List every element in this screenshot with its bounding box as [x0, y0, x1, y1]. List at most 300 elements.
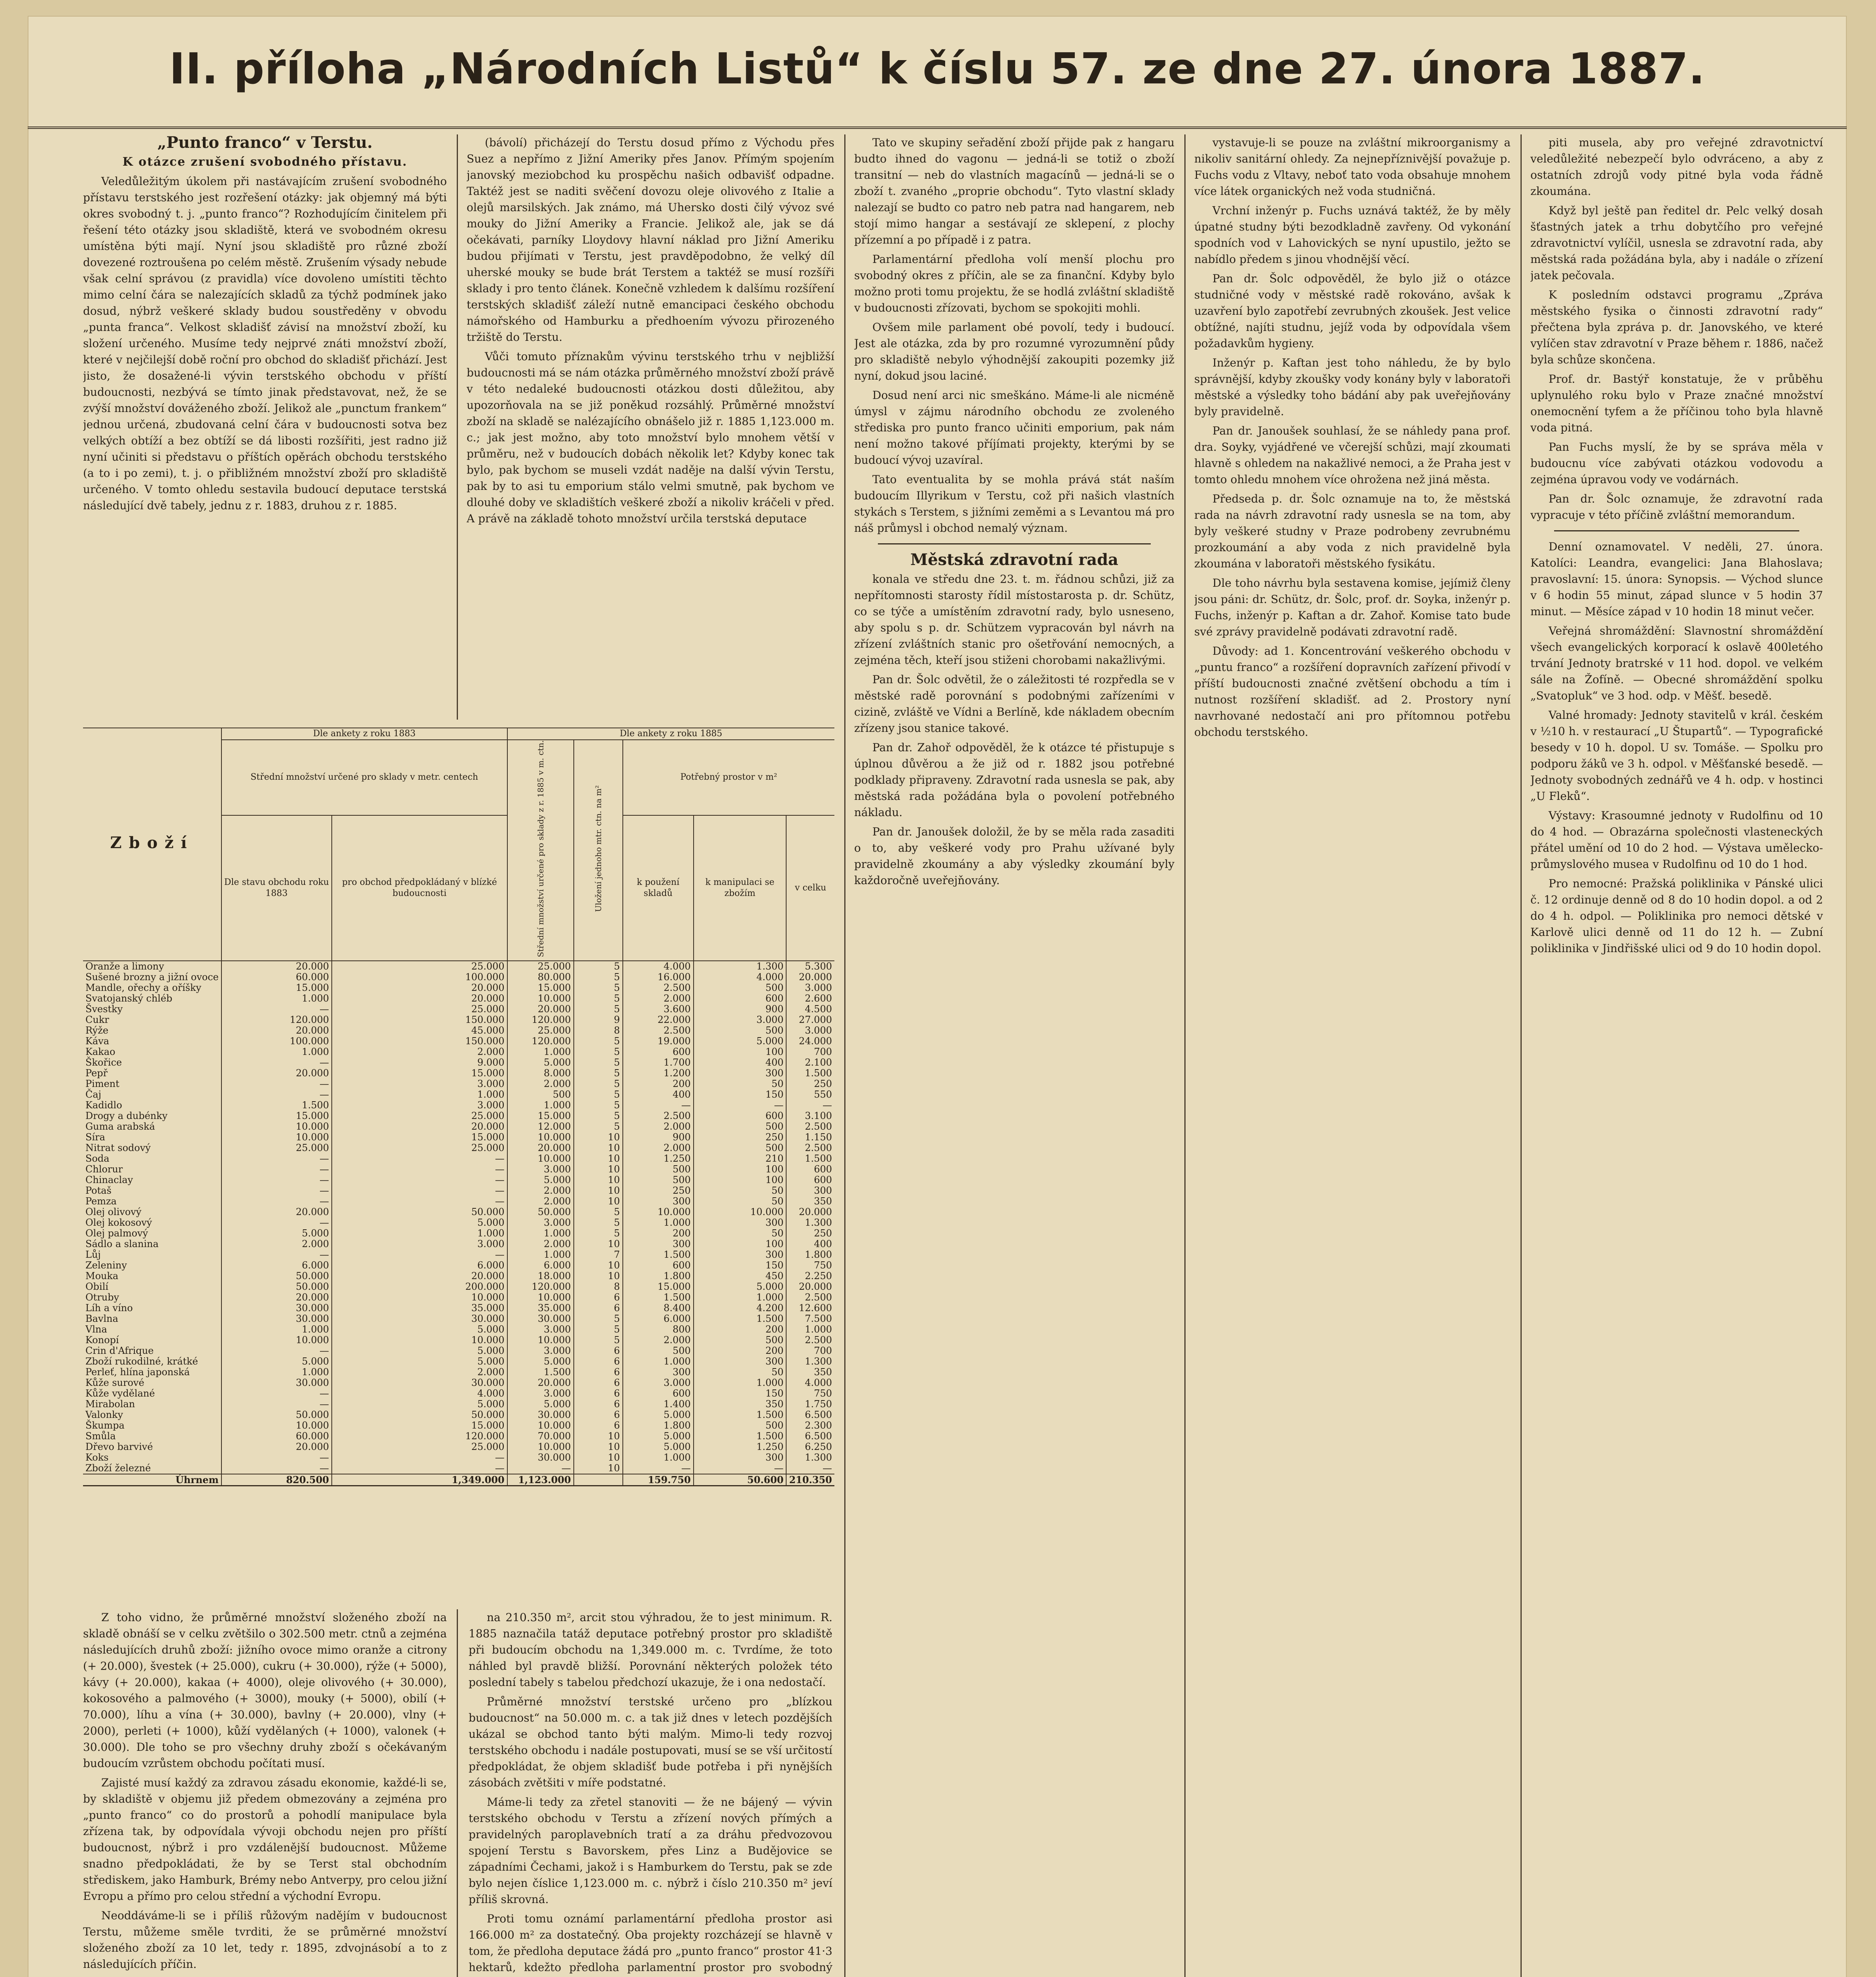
table-row [83, 1346, 834, 1356]
table-cell: — [332, 1452, 507, 1463]
table-cell: 2.000 [332, 1047, 507, 1057]
goods-name: Rýže [85, 1024, 109, 1036]
goods-name: Síra [85, 1131, 105, 1143]
table-cell: 1.500 [786, 1068, 834, 1079]
table-cell: 25.000 [332, 1143, 507, 1153]
table-cell: 3.000 [507, 1324, 574, 1335]
table-cell: 2.500 [786, 1143, 834, 1153]
table-row [83, 1004, 834, 1015]
table-cell: 2.500 [623, 983, 694, 993]
table-cell: 500 [623, 1164, 694, 1175]
goods-name: Koks [85, 1452, 109, 1463]
table-cell: 20.000 [507, 1378, 574, 1388]
total-cell: 50.600 [694, 1474, 787, 1486]
table-cell: 600 [694, 1111, 787, 1121]
table-cell: 400 [786, 1239, 834, 1249]
table-cell: 300 [623, 1367, 694, 1378]
table-cell: 1.700 [623, 1057, 694, 1068]
table-cell: 1.250 [694, 1442, 787, 1452]
table-cell: 10 [574, 1442, 623, 1452]
table-cell: 600 [623, 1388, 694, 1399]
paragraph: Ovšem mile parlament obé povolí, tedy i budoucí. Jest ale otázka, zda by pro rozumné vyrozumnění půdy pro skladiště nebylo výhodnější zakoupiti pozemky již nyní, dokud jsou laciné. [854, 321, 1174, 382]
goods-name: Pemza [85, 1195, 117, 1207]
table-cell: 700 [786, 1047, 834, 1057]
table-cell: 20.000 [332, 1121, 507, 1132]
paragraph: Dosud není arci nic smeškáno. Máme-li ale nicméně úmysl v zájmu národního obchodu ze zvoleného střediska pro punto franco učiniti emporium, pak nám není možno takové příjímati projekty, kterými by se budoucí vývoj uzavíral. [854, 389, 1174, 467]
table-cell: 15.000 [623, 1281, 694, 1292]
table-cell: 200.000 [332, 1281, 507, 1292]
table-cell: 500 [694, 1420, 787, 1431]
table-cell: 1.500 [694, 1410, 787, 1420]
table-cell: 3.000 [332, 1239, 507, 1249]
daily-notice: Denní oznamovatel. V neděli, 27. února. Katolíci: Leandra, evangelici: Jana Blahoslava; pravoslavní: 15. února: Synopsis. — Východ slunce v 6 hodin 55 minut, západ slunce v 5 hodin 37 minut. — Měsíce západ v 10 hodin 18 minut večer. [1530, 540, 1823, 618]
goods-name: Chlorur [85, 1163, 123, 1175]
header-pro-obchod: pro obchod předpokládaný v blízké budoucnosti [332, 815, 507, 961]
table-cell: 250 [786, 1228, 834, 1239]
column-rule [1184, 134, 1186, 1977]
table-cell: 1.800 [786, 1249, 834, 1260]
table-row [83, 1015, 834, 1025]
goods-name: Zboží železné [85, 1462, 151, 1474]
table-cell: 150 [694, 1388, 787, 1399]
article-heading-zdravotni-rada: Městská zdravotní rada [910, 550, 1118, 569]
paragraph: Průměrné množství terstské určeno pro „blízkou budoucnost“ na 50.000 m. c. a tak již dnes v letech pozdějších ukázal se obchod tanto býti malým. Mimo-li tedy rozvoj terstského obchodu i nadále postupovati, musí se se vší určitostí předpokládat, že objem skladišť bude potřeba i při nynějších zásobách zvětšiti v míře podstatné. [469, 1695, 832, 1789]
table-cell: 10.000 [507, 1153, 574, 1164]
table-cell: — [332, 1463, 507, 1474]
table-cell: 1.500 [786, 1153, 834, 1164]
table-cell: 700 [786, 1346, 834, 1356]
goods-name: Konopí [85, 1334, 119, 1346]
goods-name: Smůla [85, 1430, 116, 1442]
table-cell: — [332, 1164, 507, 1175]
goods-name: Nitrat sodový [85, 1142, 151, 1153]
table-cell: 50 [694, 1185, 787, 1196]
table-cell: 5.000 [623, 1442, 694, 1452]
table-cell: 1.300 [786, 1356, 834, 1367]
table-cell: 30.000 [221, 1314, 332, 1324]
table-row [83, 1025, 834, 1036]
table-row [83, 1196, 834, 1207]
goods-name: Sušené brozny a jižní ovoce [85, 971, 219, 983]
table-cell: 24.000 [786, 1036, 834, 1047]
table-cell: 750 [786, 1260, 834, 1271]
table-cell: — [221, 1057, 332, 1068]
table-cell: 60.000 [221, 972, 332, 983]
table-cell: 10 [574, 1239, 623, 1249]
table-cell: 1.000 [332, 1228, 507, 1239]
table-cell: 1.200 [623, 1068, 694, 1079]
table-cell: 1.750 [786, 1399, 834, 1410]
table-cell: 4.000 [694, 972, 787, 983]
table-cell: 10 [574, 1143, 623, 1153]
table-cell: 120.000 [507, 1015, 574, 1025]
table-cell: 3.000 [786, 983, 834, 993]
table-row [83, 1314, 834, 1324]
table-cell: 20.000 [786, 972, 834, 983]
paragraph: Když byl ještě pan ředitel dr. Pelc velký dosah šťastných jatek a trhu dobytčího pro veřejné zdravotnictví vylíčil, usnesla se zdravotní rada, aby městská rada požádána byla, aby i nadále o zřízení jatek pečovala. [1530, 204, 1823, 282]
table-cell: 500 [694, 1025, 787, 1036]
table-cell: 50.000 [221, 1410, 332, 1420]
table-cell: 20.000 [221, 1292, 332, 1303]
exhibitions: Výstavy: Krasoumné jednoty v Rudolfinu od 10 do 4 hod. — Obrazárna společnosti vlasteneckých přátel umění od 10 do 2 hod. — Výstava umělecko-průmyslového musea v Rudolfinu od 10 do 1 hod. [1530, 809, 1823, 871]
table-cell: — [332, 1175, 507, 1185]
goods-name: Zeleniny [85, 1259, 127, 1271]
table-cell: 8 [574, 1281, 623, 1292]
table-cell: — [786, 1100, 834, 1111]
table-cell: 20.000 [786, 1207, 834, 1217]
table-cell: 6 [574, 1356, 623, 1367]
table-cell: 5.000 [694, 1281, 787, 1292]
table-cell: 500 [623, 1175, 694, 1185]
separator [878, 543, 1151, 544]
table-row [83, 1431, 834, 1442]
header-1885: Dle ankety z roku 1885 [507, 728, 834, 740]
table-cell: 30.000 [332, 1378, 507, 1388]
table-cell: 25.000 [507, 1025, 574, 1036]
table-cell: — [332, 1185, 507, 1196]
table-cell: 5 [574, 983, 623, 993]
table-cell: 150.000 [332, 1036, 507, 1047]
table-cell: 20.000 [221, 1025, 332, 1036]
table-cell: 1.000 [507, 1249, 574, 1260]
header-k-manipulaci: k manipulaci se zbožím [694, 815, 787, 961]
goods-name: Valonky [85, 1409, 123, 1420]
table-cell: 5 [574, 1228, 623, 1239]
table-cell: 100 [694, 1047, 787, 1057]
table-cell: 350 [694, 1399, 787, 1410]
table-cell: 30.000 [332, 1314, 507, 1324]
table-row [83, 993, 834, 1004]
below-table-right [469, 1609, 832, 1977]
table-cell: 20.000 [507, 1143, 574, 1153]
table-cell: 1.000 [332, 1089, 507, 1100]
paragraph [83, 1975, 447, 1977]
paragraph: Pan dr. Zahoř odpověděl, že k otázce té přistupuje s úplnou důvěrou a že již od r. 1882 jsou potřebné podklady připraveny. Zdravotní rada usnesla se pak, aby městská rada požádána byla o povolení potřebného nákladu. [854, 741, 1174, 819]
table-row [83, 1207, 834, 1217]
table-cell: 70.000 [507, 1431, 574, 1442]
goods-name: Mirabolan [85, 1398, 135, 1410]
table-cell: 10 [574, 1164, 623, 1175]
table-cell: 35.000 [332, 1303, 507, 1314]
paragraph: Tato eventualita by se mohla prává stát naším budoucím Illyrikum v Terstu, což při našich vlastních stykách s Terstem, s jižními zeměmi a s Levantou má pro náš průmysl i obchod nemalý význam. [854, 473, 1174, 535]
goods-name: Zboží rukodilné, krátké [85, 1355, 198, 1367]
table-cell: 35.000 [507, 1303, 574, 1314]
table-cell: 2.000 [507, 1239, 574, 1249]
table-cell: 7 [574, 1249, 623, 1260]
table-cell: 300 [694, 1217, 787, 1228]
table-cell: 3.000 [507, 1388, 574, 1399]
table-cell: 3.100 [786, 1111, 834, 1121]
table-cell: 15.000 [332, 1420, 507, 1431]
table-cell: 1.000 [221, 1324, 332, 1335]
table-cell: 20.000 [332, 993, 507, 1004]
table-row [83, 1324, 834, 1335]
table-cell: 500 [694, 983, 787, 993]
paragraph: vystavuje-li se pouze na zvláštní mikroorganismy a nikoliv sanitární ohledy. Za nejnepříznivější považuje p. Fuchs vodu z Vltavy, neboť tato voda obsahuje mnohem více látek organických než voda studničná. [1194, 136, 1511, 198]
table-cell: — [221, 1089, 332, 1100]
table-cell: 6 [574, 1346, 623, 1356]
table-cell: — [221, 1079, 332, 1089]
table-cell: 5.000 [221, 1228, 332, 1239]
table-cell: 5 [574, 1068, 623, 1079]
table-cell: 1.000 [623, 1356, 694, 1367]
table-row [83, 1153, 834, 1164]
table-cell: — [221, 1217, 332, 1228]
table-cell: 1.000 [507, 1100, 574, 1111]
table-cell: 50.000 [332, 1410, 507, 1420]
table-cell: 3.000 [507, 1217, 574, 1228]
table-cell: 1.300 [786, 1452, 834, 1463]
table-cell: 10.000 [507, 1132, 574, 1143]
table-cell: 150.000 [332, 1015, 507, 1025]
newspaper-page [28, 16, 1847, 1977]
table-cell: 10.000 [507, 1442, 574, 1452]
table-row [83, 961, 834, 972]
table-cell: 5 [574, 972, 623, 983]
table-row [83, 1410, 834, 1420]
table-cell: 200 [623, 1079, 694, 1089]
table-cell: 10 [574, 1196, 623, 1207]
table-cell: 250 [694, 1132, 787, 1143]
goods-name: Škořice [85, 1057, 122, 1068]
column-5 [1530, 134, 1823, 1977]
goods-name: Potaš [85, 1185, 112, 1196]
goods-name: Mandle, ořechy a oříšky [85, 982, 202, 993]
table-row [83, 1089, 834, 1100]
table-cell: 10.000 [332, 1335, 507, 1346]
paragraph: K posledním odstavci programu „Zpráva městského fysika o činnosti zdravotní rady“ přečtena byla zpráva p. dr. Janovského, ve které vylíčen stav zdravotní v Praze během r. 1886, načež byla schůze skončena. [1530, 288, 1823, 366]
table-cell: — [221, 1175, 332, 1185]
paragraph: Tato ve skupiny seřadění zboží přijde pak z hangaru budto ihned do vagonu — jedná-li se totiž o zboží transitní — neb do vlastních magacínů — jedná-li se o zboží t. zvaného „proprie obchodu“. Tyto vlastní sklady nalezají se budto co patro neb patra nad hangarem, neb stojí mimo hangar a sestávají ze sklepení, z plochy přízemní a po případě i z patra. [854, 136, 1174, 246]
table-row [83, 972, 834, 983]
paragraph: Vrchní inženýr p. Fuchs uznává taktéž, že by měly úpatné studny býti bezodkladně zavřeny. Od vykonání spodních vod v Lahovických se nyní upustilo, ježto se nabídlo předem s jinou vhodnější věcí. [1194, 204, 1511, 266]
table-cell: 6 [574, 1388, 623, 1399]
goods-name: Piment [85, 1078, 119, 1089]
table-cell: 10 [574, 1260, 623, 1271]
column-1 [83, 134, 447, 720]
table-row [83, 1249, 834, 1260]
table-cell: 50.000 [221, 1271, 332, 1281]
table-cell: 2.500 [623, 1025, 694, 1036]
table-cell: 5 [574, 1314, 623, 1324]
table-cell: 5 [574, 1036, 623, 1047]
table-cell: 5.000 [332, 1356, 507, 1367]
table-row [83, 1185, 834, 1196]
table-cell: 6 [574, 1292, 623, 1303]
goods-name: Kadidlo [85, 1099, 122, 1111]
goods-name: Kůže vydělané [85, 1387, 155, 1399]
table-cell: 20.000 [221, 961, 332, 972]
table-cell: 550 [786, 1089, 834, 1100]
table-cell: — [221, 1346, 332, 1356]
table-row [83, 1068, 834, 1079]
table-cell: 2.250 [786, 1271, 834, 1281]
goods-name: Bavlna [85, 1313, 118, 1324]
goods-name: Vlna [85, 1323, 107, 1335]
masthead-title: II. příloha „Národních Listů“ k číslu 57. ze dne 27. února 1887. [169, 44, 1705, 94]
table-cell: 2.000 [507, 1079, 574, 1089]
table-cell: 1.150 [786, 1132, 834, 1143]
table-cell: 5 [574, 1004, 623, 1015]
table-cell: 5 [574, 1121, 623, 1132]
table-cell: 1.800 [623, 1420, 694, 1431]
table-cell: 50.000 [221, 1281, 332, 1292]
table-row [83, 1303, 834, 1314]
table-cell: 300 [694, 1356, 787, 1367]
goods-name: Kůže surové [85, 1377, 144, 1388]
table-cell: 400 [623, 1089, 694, 1100]
table-cell: 300 [694, 1249, 787, 1260]
table-cell: 6.000 [332, 1260, 507, 1271]
table-row [83, 1260, 834, 1271]
table-cell: 1.800 [623, 1271, 694, 1281]
table-cell: 5 [574, 961, 623, 972]
table-cell: 5.000 [332, 1324, 507, 1335]
table-cell: 50 [694, 1079, 787, 1089]
table-cell: — [221, 1153, 332, 1164]
goods-name: Svatojanský chléb [85, 992, 172, 1004]
table-cell: 10.000 [221, 1335, 332, 1346]
table-cell: 5.300 [786, 961, 834, 972]
table-cell: 5 [574, 1100, 623, 1111]
table-cell: 5 [574, 993, 623, 1004]
table-cell: — [221, 1399, 332, 1410]
paragraph: Inženýr p. Kaftan jest toho náhledu, že by bylo správnější, kdyby zkoušky vody konány byly v laboratoři městské a výsledky toho bádání aby pak uveřejňovány byly pravidelně. [1194, 356, 1511, 418]
total-cell: 820.500 [221, 1474, 332, 1486]
column-rule [457, 1609, 458, 1977]
table-cell: 10 [574, 1185, 623, 1196]
header-k-pouzeni: k použení skladů [623, 815, 694, 961]
table-cell: 5 [574, 1057, 623, 1068]
table-cell: — [786, 1463, 834, 1474]
goods-name: Chinaclay [85, 1174, 133, 1185]
table-cell: 10 [574, 1132, 623, 1143]
table-cell: 1.000 [623, 1452, 694, 1463]
table-cell: 50.000 [507, 1207, 574, 1217]
table-cell: 30.000 [507, 1452, 574, 1463]
table-cell: — [332, 1249, 507, 1260]
paragraph: Zajisté musí každý za zdravou zásadu ekonomie, každé-li se, by skladiště v objemu již předem obmezovány a zejména pro „punto franco“ co do prostorů a pohodlí manipulace byla zřízena tak, by odpovídala vývoji obchodu nejen pro příští budoucnost, nýbrž i pro vzdálenější budoucnost. Můžeme snadno předpokládati, že by se Terst stal obchodním střediskem, jako Hamburk, Brémy nebo Antverpy, pro celou jižní Evropu a přímo pro celou střední a východní Evropu. [83, 1776, 447, 1903]
article-subheading: K otázce zrušení svobodného přístavu. [122, 155, 408, 169]
table-cell: 250 [786, 1079, 834, 1089]
table-cell: 6 [574, 1420, 623, 1431]
table-row [83, 1143, 834, 1153]
table-cell: 8.400 [623, 1303, 694, 1314]
table-row [83, 1378, 834, 1388]
table-row [83, 983, 834, 993]
for-sick: Pro nemocné: Pražská poliklinika v Pánské ulici č. 12 ordinuje denně od 8 do 10 hodin dopol. a od 2 do 4 h. odpol. — Poliklinika pro nemoci dětské v Karlově ulici denně od 11 do 12 h. — Zubní poliklinika v Jindřišské ulici od 9 do 10 hodin dopol. [1530, 877, 1823, 955]
goods-name: Švestky [85, 1003, 123, 1015]
header-ulozeni: Uložení jednoho mtr. ctn. na m² [574, 740, 623, 961]
paragraph: Pan dr. Šolc oznamuje, že zdravotní rada vypracuje v této příčině zvláštní memorandum. [1530, 492, 1823, 522]
table-row [83, 1367, 834, 1378]
goods-name: Perleť, hlína japonská [85, 1366, 190, 1378]
table-cell: 20.000 [332, 983, 507, 993]
table-cell: 5.000 [507, 1399, 574, 1410]
article-heading-punto-franco: „Punto franco“ v Terstu. [157, 134, 373, 152]
goods-name: Sádlo a slanina [85, 1238, 159, 1249]
table-cell: 10.000 [221, 1121, 332, 1132]
paragraph: Dle toho návrhu byla sestavena komise, jejímiž členy jsou páni: dr. Schütz, dr. Šolc, prof. dr. Soyka, inženýr p. Fuchs, inženýr p. Kaftan a dr. Zahoř. Komise tato bude své zprávy pravidelně podávati zdravotní radě. [1194, 576, 1511, 638]
table-cell: 6.500 [786, 1410, 834, 1420]
goods-name: Crin d'Afrique [85, 1345, 154, 1356]
table-cell: 3.000 [694, 1015, 787, 1025]
table-cell: 1.000 [221, 993, 332, 1004]
table-cell: 10 [574, 1463, 623, 1474]
table-cell: 600 [786, 1175, 834, 1185]
table-cell: 25.000 [332, 961, 507, 972]
table-row [83, 1452, 834, 1463]
table-cell: 4.000 [332, 1388, 507, 1399]
table-cell: 10.000 [623, 1207, 694, 1217]
table-cell: 2.000 [221, 1239, 332, 1249]
table-cell: 7.500 [786, 1314, 834, 1324]
table-cell: 120.000 [507, 1281, 574, 1292]
table-cell: 30.000 [507, 1410, 574, 1420]
general-meetings: Valné hromady: Jednoty stavitelů v král. českém v ½10 h. v restaurací „U Štupartů“. — Typografické besedy v 10 h. dopol. U sv. Tomáše. — Spolku pro podporu žáků ve 3 h. odpol. v Měšťanské besedě. — Jednoty svobodných zednářů ve 4 h. odp. v hostinci „U Fleků“. [1530, 709, 1823, 803]
table-cell: 300 [694, 1452, 787, 1463]
table-cell: 6.500 [786, 1431, 834, 1442]
table-cell: 1.000 [507, 1047, 574, 1057]
goods-name: Olej palmový [85, 1227, 148, 1239]
table-cell: 10.000 [221, 1132, 332, 1143]
table-cell: 1.000 [694, 1378, 787, 1388]
table-cell: 10.000 [507, 993, 574, 1004]
table-cell: 45.000 [332, 1025, 507, 1036]
table-cell: 15.000 [507, 1111, 574, 1121]
table-cell: 5.000 [507, 1175, 574, 1185]
table-cell: 8 [574, 1025, 623, 1036]
table-cell: — [332, 1196, 507, 1207]
table-cell: 5 [574, 1207, 623, 1217]
table-row [83, 1132, 834, 1143]
goods-name: Škumpa [85, 1419, 125, 1431]
table-cell: 200 [694, 1324, 787, 1335]
table-cell: 300 [623, 1196, 694, 1207]
table-cell: — [221, 1196, 332, 1207]
column-rule [457, 134, 458, 720]
public-meetings: Veřejná shromáždění: Slavnostní shromáždění všech evangelických korporací k oslavě 400letého trvání Jednoty bratrské v 11 hod. dopol. ve velkém sále na Žofíně. — Obecné shromáždění spolku „Svatopluk“ ve 3 hod. odp. v Měšť. besedě. [1530, 624, 1823, 702]
goods-name: Kakao [85, 1046, 115, 1057]
total-cell: 1,349.000 [332, 1474, 507, 1486]
table-cell: 3.000 [623, 1378, 694, 1388]
table-cell: 20.000 [786, 1281, 834, 1292]
table-cell: 30.000 [221, 1378, 332, 1388]
table-cell: 2.300 [786, 1420, 834, 1431]
table-cell: 2.000 [507, 1196, 574, 1207]
table-cell: 120.000 [332, 1431, 507, 1442]
table-cell: — [221, 1388, 332, 1399]
table-cell: 12.600 [786, 1303, 834, 1314]
goods-name: Dřevo barvivé [85, 1441, 153, 1452]
table-cell: 25.000 [507, 961, 574, 972]
table-cell: 750 [786, 1388, 834, 1399]
table-cell: 2.500 [786, 1335, 834, 1346]
table-cell: 15.000 [221, 983, 332, 993]
goods-name: Káva [85, 1035, 110, 1047]
table-cell: 1.000 [786, 1324, 834, 1335]
table-total-row [83, 1474, 834, 1486]
goods-name: Oranže a limony [85, 960, 164, 972]
paragraph: Prof. dr. Bastýř konstatuje, že v průběhu uplynulého roku bylo v Praze značné množství onemocnění tyfem a že příčinou toho byla hlavně voda pitná. [1530, 372, 1823, 434]
table-cell: 15.000 [332, 1068, 507, 1079]
table-cell: 2.000 [332, 1367, 507, 1378]
table-cell: 1.000 [221, 1047, 332, 1057]
table-cell: 10.000 [332, 1292, 507, 1303]
table-cell: 5.000 [623, 1431, 694, 1442]
goods-name: Cukr [85, 1014, 109, 1025]
paragraph: (bávolí) přicházejí do Terstu dosud přímo z Východu přes Suez a nepřímo z Jižní Ameriky přes Janov. Přímým spojením janovský meziobchod ku prospěchu našich odbavišť odpadne. Taktéž jest se naditi svěčení dovozu oleje olivového z Italie a olejů marsilských. Jak známo, má Uhersko dosti čilý vývoz své mouky do Jižní Ameriky a Francie. Jelikož ale, jak se dá očekávati, parníky Lloydovy hlavní náklad pro Jižní Ameriku budou přijímati v Terstu, jest pravděpodobno, že velký díl uherské mouky se bude brát Terstem a taktéž se musí rozšíři sklady i pro tento článek. Konečně vzhledem k dalšímu rozšíření terstských skladišť záleží nutně emancipaci českého obchodu námořského od Hamburku a předhoením vývozu přirozeného tržiště do Terstu. [467, 136, 834, 344]
